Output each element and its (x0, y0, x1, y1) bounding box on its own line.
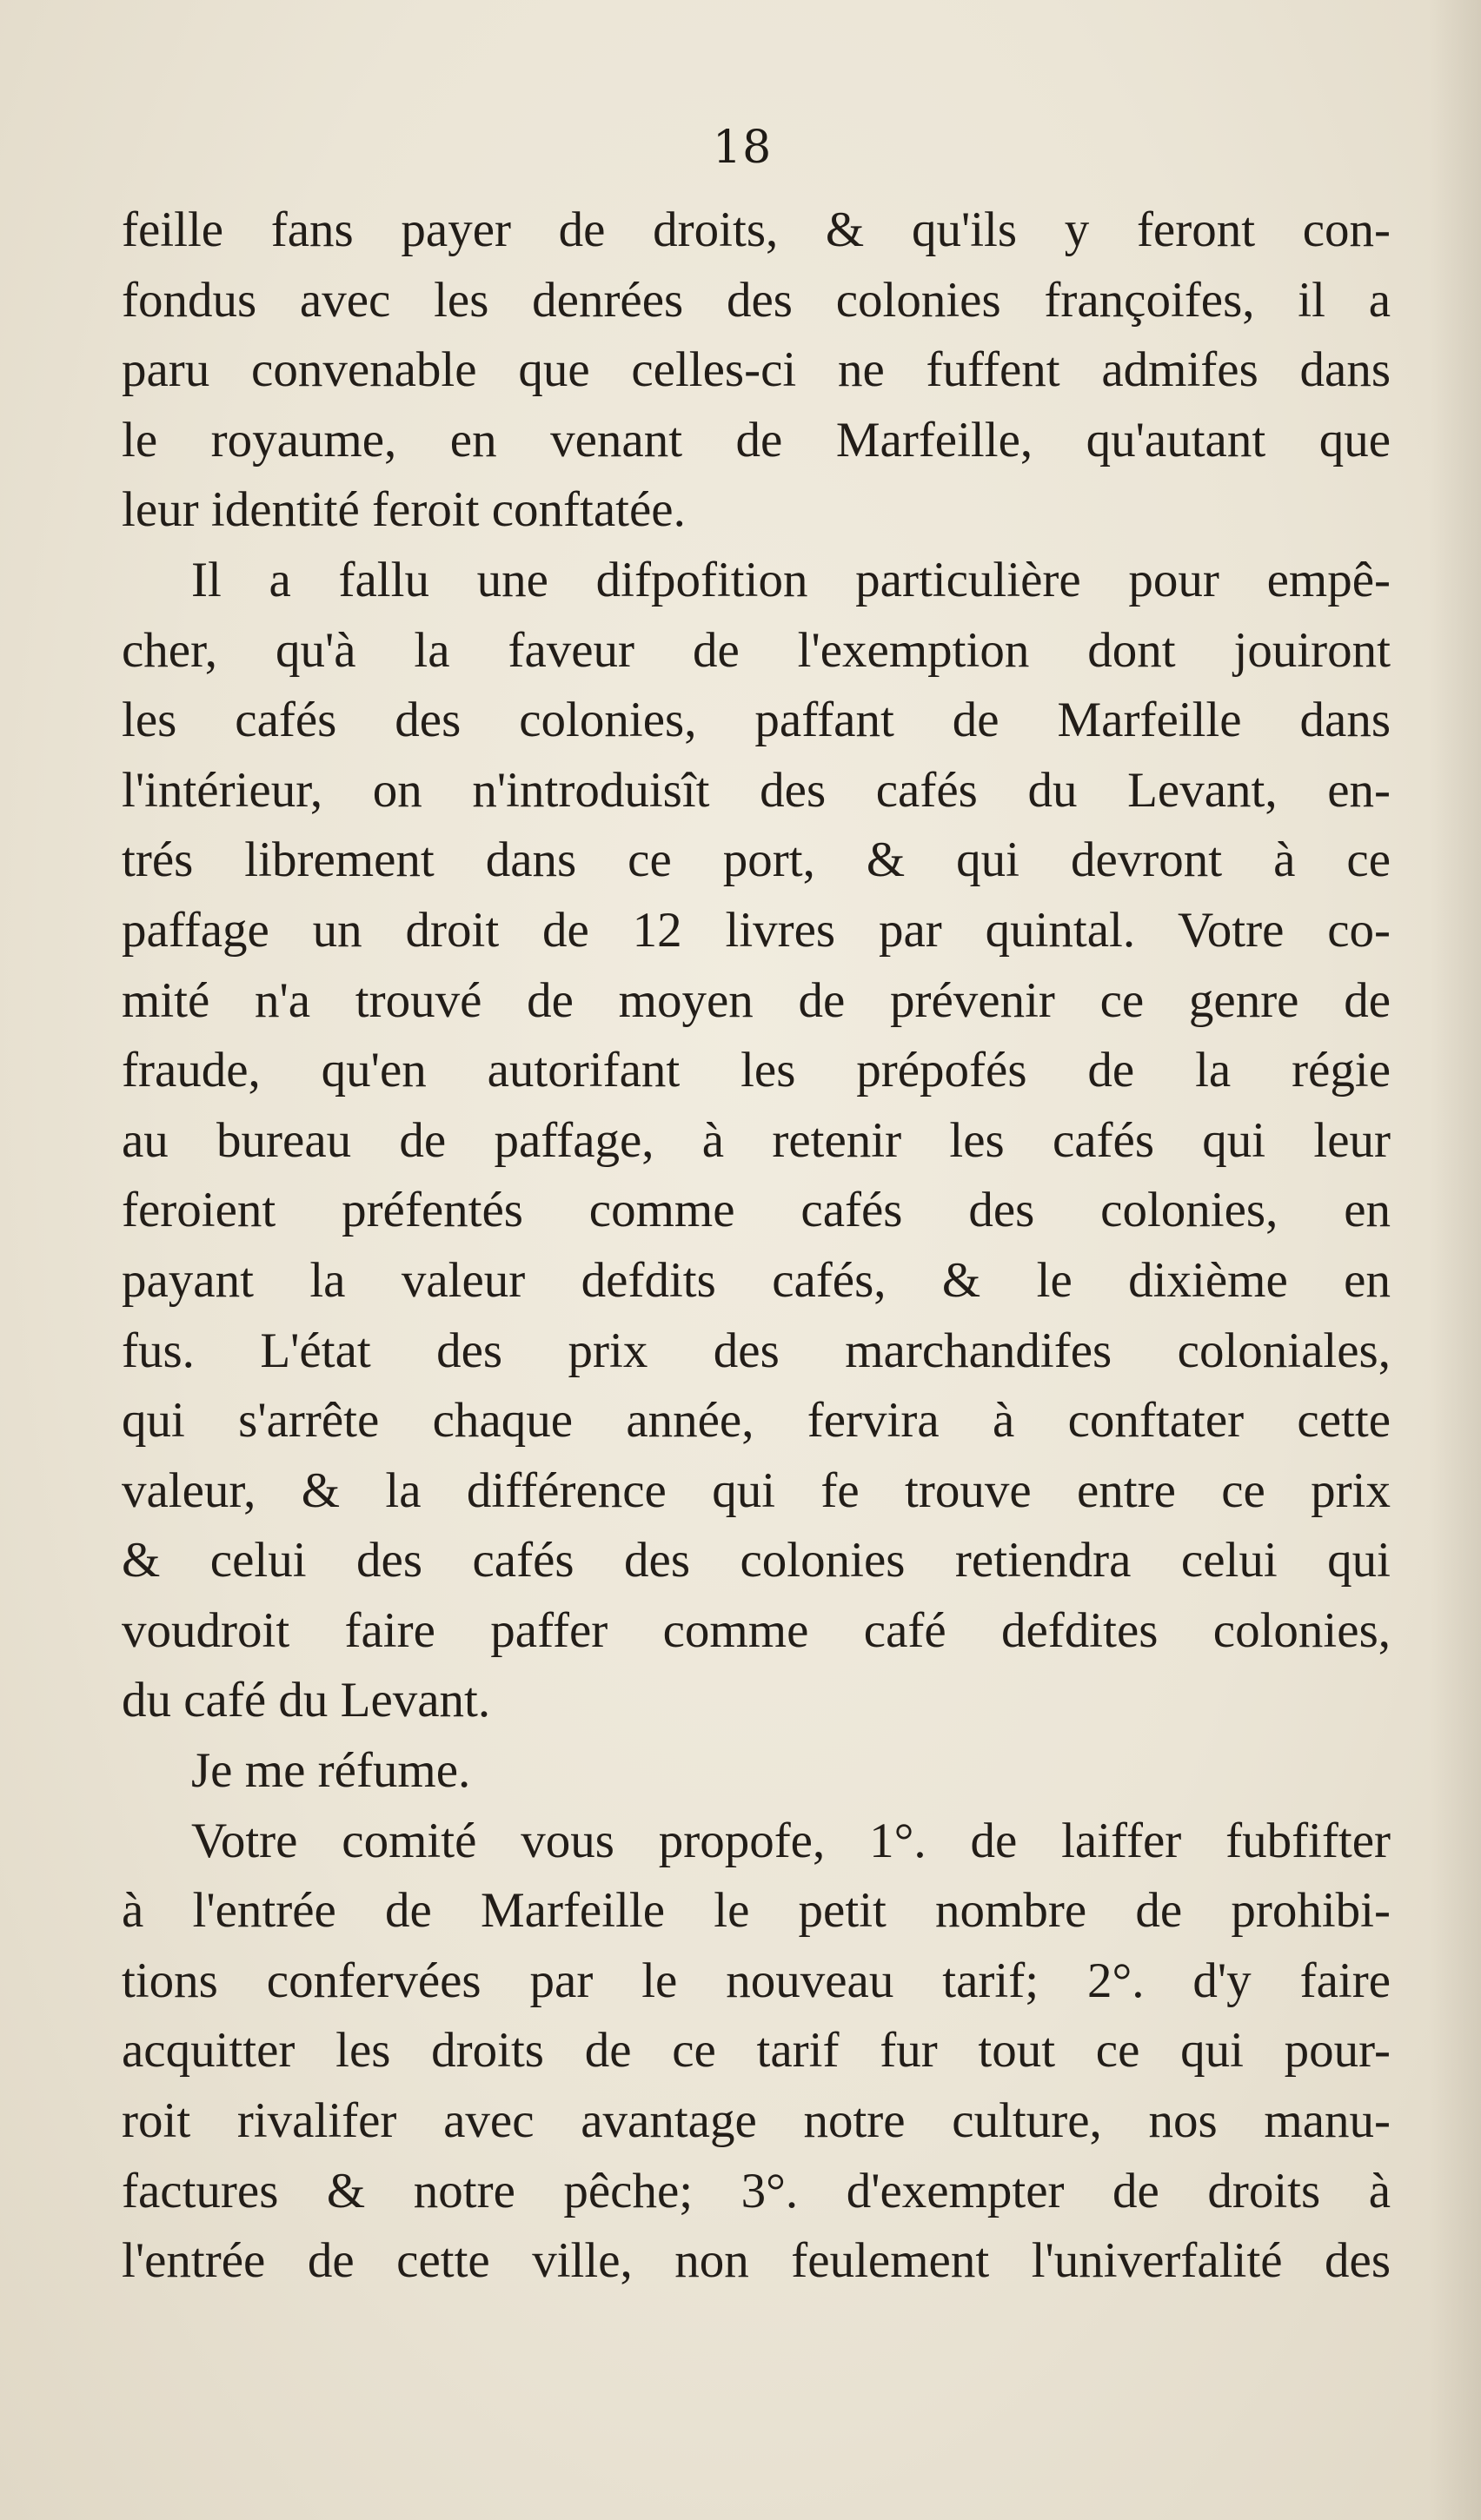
body-text (122, 196, 1391, 2297)
text-line: feille fans payer de droits, & qu'ils y feront con- (122, 202, 1391, 257)
text-line: les cafés des colonies, paffant de Marfeille dans (122, 693, 1391, 748)
text-line: trés librement dans ce port, & qui devront à ce (122, 832, 1391, 888)
text-line: leur identité feroit conftatée. (122, 482, 686, 538)
text-line: roit rivalifer avec avantage notre culture, nos manu- (122, 2093, 1391, 2149)
text-line: acquitter les droits de ce tarif fur tout ce qui pour- (122, 2023, 1391, 2079)
text-line: fraude, qu'en autorifant les prépofés de la régie (122, 1043, 1391, 1098)
text-line: fus. L'état des prix des marchandifes coloniales, (122, 1323, 1391, 1378)
text-line: Je me réfume. (191, 1743, 471, 1799)
text-line: fondus avec les denrées des colonies françoifes, il a (122, 272, 1391, 328)
text-line: mité n'a trouvé de moyen de prévenir ce genre de (122, 972, 1391, 1028)
text-line: Votre comité vous propofe, 1°. de laiffer fubfifter (191, 1813, 1391, 1868)
page-number: 18 (713, 122, 773, 174)
text-line: valeur, & la différence qui fe trouve entre ce prix (122, 1462, 1391, 1518)
text-line: paru convenable que celles-ci ne fuffent admifes dans (122, 342, 1391, 398)
text-line: Il a fallu une difpofition particulière pour empê- (191, 552, 1391, 607)
text-line: l'intérieur, on n'introduisît des cafés du Levant, en- (122, 762, 1391, 818)
text-line: qui s'arrête chaque année, fervira à conftater cette (122, 1393, 1391, 1449)
text-line: feroient préfentés comme cafés des colonies, en (122, 1183, 1391, 1238)
text-line: l'entrée de cette ville, non feulement l'univerfalité des (122, 2233, 1391, 2289)
text-line: payant la valeur defdits cafés, & le dixième en (122, 1252, 1391, 1308)
text-line: paffage un droit de 12 livres par quintal. Votre co- (122, 902, 1391, 958)
text-line: à l'entrée de Marfeille le petit nombre de prohibi- (122, 1883, 1391, 1939)
text-line: tions confervées par le nouveau tarif; 2°. d'y faire (122, 1953, 1391, 2008)
text-line: cher, qu'à la faveur de l'exemption dont jouiront (122, 622, 1391, 678)
text-line: voudroit faire paffer comme café defdites colonies, (122, 1602, 1391, 1658)
text-line: & celui des cafés des colonies retiendra celui qui (122, 1533, 1391, 1588)
text-line: du café du Levant. (122, 1673, 491, 1728)
text-line: le royaume, en venant de Marfeille, qu'autant que (122, 412, 1391, 468)
text-line: factures & notre pêche; 3°. d'exempter de droits à (122, 2163, 1391, 2218)
text-line: au bureau de paffage, à retenir les cafés qui leur (122, 1112, 1391, 1168)
